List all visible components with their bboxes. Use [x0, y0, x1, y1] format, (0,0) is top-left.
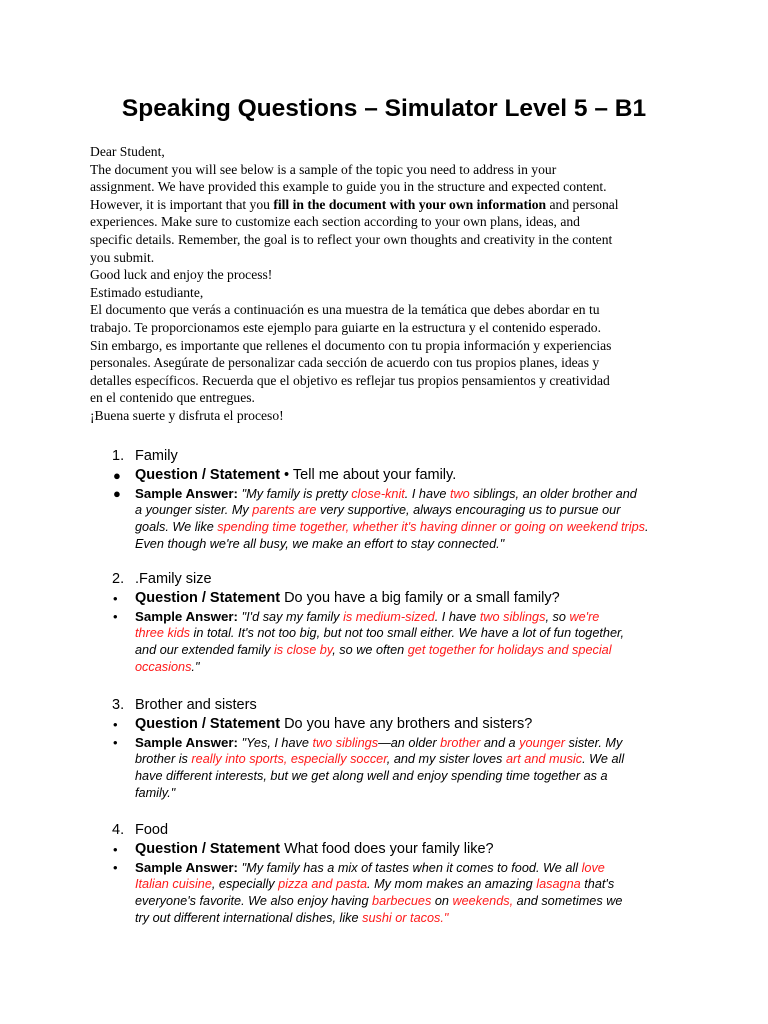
sample-answer-row: [90, 608, 690, 676]
answer-highlight: spending time together, whether it's having dinner or going on weekend trips: [217, 520, 646, 534]
answer-text: , so: [545, 610, 570, 624]
sample-answer: [135, 859, 690, 927]
answer-highlight: two siblings: [312, 736, 379, 750]
answer-text: family.": [135, 786, 176, 800]
answer-highlight: is close by: [273, 643, 333, 657]
sample-answer: [135, 734, 690, 802]
answer-text: and sometimes we: [513, 894, 623, 908]
question-label: Question / Statement: [135, 841, 281, 857]
answer-highlight: is medium-sized: [343, 610, 435, 624]
question-heading: [90, 820, 690, 840]
answer-label: Sample Answer:: [135, 735, 242, 750]
question-topic: Food: [135, 822, 169, 838]
answer-text: very supportive, always encouraging us to pursue our: [316, 503, 621, 517]
answer-line: [135, 625, 690, 642]
intro-text: [90, 143, 690, 425]
answer-text: "My family is pretty: [241, 487, 352, 501]
answer-text: in total. It's not too big, but not too small either. We have a lot of fun together,: [190, 626, 625, 640]
bullet-icon: •: [113, 717, 118, 732]
answer-label: Sample Answer:: [135, 486, 242, 501]
question-separator: •: [280, 467, 293, 483]
bullet-icon: ●: [113, 468, 121, 483]
answer-line: [135, 502, 690, 519]
greeting-es: Estimado estudiante,: [90, 284, 204, 300]
intro-es-line: en el contenido que entregues.: [90, 390, 255, 406]
sample-answer: [135, 485, 690, 553]
intro-es-line: El documento que verás a continuación es una muestra de la temática que debes abordar en tu: [90, 302, 600, 318]
answer-highlight: parents are: [252, 503, 317, 517]
answer-highlight: younger: [519, 736, 565, 750]
answer-highlight: close-knit: [351, 487, 405, 501]
question-statement-row: [90, 466, 690, 485]
answer-line: [135, 659, 690, 676]
bullet-icon: •: [113, 735, 118, 750]
intro-en-line: you submit.: [90, 249, 155, 265]
question-text: What food does your family like?: [284, 841, 494, 857]
question-text: Do you have any brothers and sisters?: [284, 716, 533, 732]
question-heading: [90, 446, 690, 466]
answer-text: have different interests, but we get along well and enjoy spending time together as a: [135, 769, 608, 783]
answer-line: [135, 536, 690, 553]
sample-answer-row: [90, 859, 690, 927]
answer-highlight: brother: [440, 736, 481, 750]
answer-text: on: [431, 894, 453, 908]
question-text: Tell me about your family.: [292, 467, 457, 483]
answer-line: [135, 608, 690, 625]
answer-highlight: two: [449, 487, 470, 501]
answer-text: .": [191, 660, 200, 674]
intro-es-line: trabajo. Te proporcionamos este ejemplo para guiarte en la estructura y el contenido esperado.: [90, 319, 602, 335]
answer-text: , especially: [211, 877, 279, 891]
bullet-icon: •: [113, 591, 118, 606]
intro-en-line: assignment. We have provided this example to guide you in the structure and expected content.: [90, 179, 607, 195]
intro-es-line: Sin embargo, es importante que rellenes el documento con tu propia información y experiencias: [90, 337, 612, 353]
question-block-3: [90, 695, 690, 802]
question-statement-row: [90, 840, 690, 859]
answer-highlight: Italian cuisine: [135, 877, 212, 891]
answer-text: brother is: [135, 752, 192, 766]
answer-highlight: weekends,: [452, 894, 514, 908]
page-title: Speaking Questions – Simulator Level 5 – B1: [121, 95, 647, 122]
question-number: 3.: [112, 697, 125, 713]
bullet-icon: •: [113, 609, 118, 624]
sample-answer-row: [90, 734, 690, 802]
answer-line: [135, 485, 690, 502]
bullet-icon: •: [113, 860, 118, 875]
answer-line: [135, 910, 690, 927]
answer-text: , so we often: [332, 643, 408, 657]
goodluck-en: Good luck and enjoy the process!: [90, 267, 273, 283]
answer-highlight: we're: [569, 610, 600, 624]
answer-line: [135, 876, 690, 893]
intro-es-line: detalles específicos. Recuerda que el objetivo es reflejar tus propios pensamientos y creatividad: [90, 372, 610, 388]
bullet-icon: •: [113, 842, 118, 857]
answer-text: a younger sister. My: [135, 503, 253, 517]
answer-line: [135, 859, 690, 876]
sample-answer: [135, 608, 690, 676]
answer-text: "I'd say my family: [241, 610, 344, 624]
answer-text: —an older: [378, 736, 441, 750]
answer-text: Even though we're all busy, we make an effort to stay connected.": [135, 537, 505, 551]
answer-text: goals. We like: [135, 520, 218, 534]
answer-highlight: sushi or tacos.": [362, 911, 449, 925]
intro-en-text: However, it is important that you: [90, 196, 274, 212]
question-topic: Family: [135, 448, 178, 464]
question-heading: [90, 569, 690, 589]
answer-text: and a: [480, 736, 520, 750]
answer-text: . We all: [582, 752, 625, 766]
answer-highlight: get together for holidays and special: [407, 643, 612, 657]
question-label: Question / Statement: [135, 716, 281, 732]
answer-highlight: occasions: [135, 660, 192, 674]
answer-highlight: really into sports, especially soccer: [191, 752, 387, 766]
answer-text: .: [645, 520, 649, 534]
answer-highlight: lasagna: [536, 877, 581, 891]
question-label: Question / Statement: [135, 590, 281, 606]
answer-text: and our extended family: [135, 643, 274, 657]
goodluck-es: ¡Buena suerte y disfruta el proceso!: [90, 407, 284, 423]
question-number: 4.: [112, 822, 125, 838]
answer-line: [135, 893, 690, 910]
answer-highlight: two siblings: [479, 610, 546, 624]
sample-answer-row: [90, 485, 690, 553]
answer-text: siblings, an older brother and: [469, 487, 637, 501]
answer-highlight: pizza and pasta: [278, 877, 368, 891]
answer-line: [135, 785, 690, 802]
answer-text: . I have: [434, 610, 480, 624]
answer-text: try out different international dishes, like: [135, 911, 363, 925]
answer-text: everyone's favorite. We also enjoy having: [135, 894, 373, 908]
answer-label: Sample Answer:: [135, 609, 242, 624]
intro-es-line: personales. Asegúrate de personalizar cada sección de acuerdo con tus propios planes, ideas y: [90, 355, 600, 371]
answer-line: [135, 642, 690, 659]
answer-highlight: art and music: [505, 752, 583, 766]
intro-en-emphasis: fill in the document with your own information: [273, 196, 547, 212]
answer-text: . My mom makes an amazing: [367, 877, 537, 891]
answer-text: that's: [580, 877, 615, 891]
bullet-icon: ●: [113, 486, 121, 501]
intro-en-line: The document you will see below is a sample of the topic you need to address in your: [90, 161, 557, 177]
question-block-1: [90, 446, 690, 553]
intro-en-line: specific details. Remember, the goal is to reflect your own thoughts and creativity in the content: [90, 231, 613, 247]
question-text: Do you have a big family or a small family?: [284, 590, 560, 606]
answer-text: sister. My: [565, 736, 623, 750]
answer-line: [135, 751, 690, 768]
answer-line: [135, 519, 690, 536]
question-number: 1.: [112, 448, 125, 464]
answer-highlight: three kids: [135, 626, 191, 640]
intro-en-line: [90, 196, 690, 214]
answer-line: [135, 768, 690, 785]
question-heading: [90, 695, 690, 715]
answer-line: [135, 734, 690, 751]
question-topic: .Family size: [135, 571, 212, 587]
answer-text: , and my sister loves: [386, 752, 506, 766]
question-block-2: [90, 569, 690, 676]
question-block-4: [90, 820, 690, 927]
answer-text: "Yes, I have: [241, 736, 313, 750]
question-number: 2.: [112, 571, 125, 587]
question-label: Question / Statement: [135, 467, 281, 483]
question-topic: Brother and sisters: [135, 697, 257, 713]
intro-en-text: and personal: [546, 196, 619, 212]
question-statement-row: [90, 715, 690, 734]
answer-text: . I have: [404, 487, 450, 501]
answer-text: "My family has a mix of tastes when it comes to food. We all: [241, 861, 582, 875]
answer-highlight: love: [581, 861, 605, 875]
answer-highlight: barbecues: [372, 894, 432, 908]
intro-en-line: experiences. Make sure to customize each section according to your own plans, ideas, and: [90, 214, 580, 230]
answer-label: Sample Answer:: [135, 860, 242, 875]
greeting-en: Dear Student,: [90, 144, 165, 159]
question-statement-row: [90, 589, 690, 608]
